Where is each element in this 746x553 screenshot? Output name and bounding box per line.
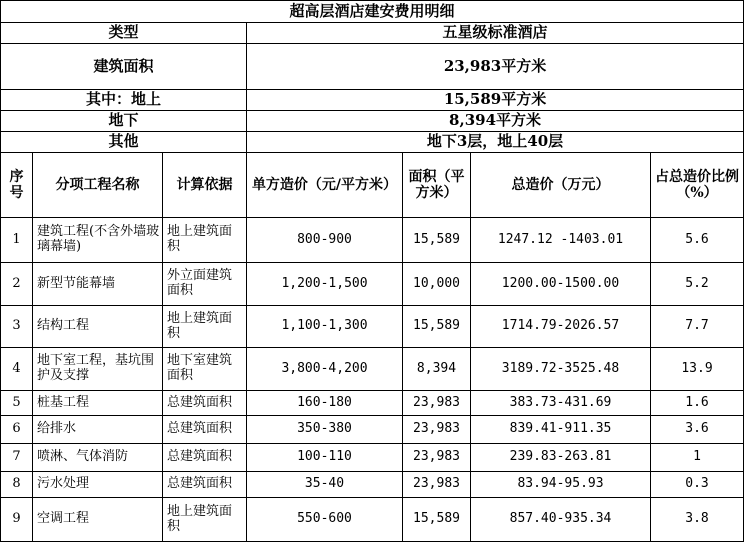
title-row	[1, 1, 744, 23]
row-basis: 总建筑面积	[163, 416, 247, 444]
row-ratio: 3.6	[651, 416, 744, 444]
row-no: 2	[1, 263, 33, 306]
row-basis: 地下室建筑面积	[163, 348, 247, 391]
summary-label: 其他	[1, 132, 247, 153]
col-header-total: 总造价（万元）	[471, 153, 651, 218]
row-area: 15,589	[403, 306, 471, 348]
row-area: 23,983	[403, 416, 471, 444]
row-basis: 地上建筑面积	[163, 218, 247, 263]
row-ratio: 13.9	[651, 348, 744, 391]
row-basis: 总建筑面积	[163, 472, 247, 498]
row-area: 23,983	[403, 472, 471, 498]
row-item-name: 喷淋、气体消防	[33, 444, 163, 472]
row-area: 8,394	[403, 348, 471, 391]
row-total: 83.94-95.93	[471, 472, 651, 498]
col-header-name: 分项工程名称	[33, 153, 163, 218]
row-item-name: 桩基工程	[33, 391, 163, 416]
row-basis: 外立面建筑面积	[163, 263, 247, 306]
row-total: 383.73-431.69	[471, 391, 651, 416]
row-no: 7	[1, 444, 33, 472]
row-item-name: 污水处理	[33, 472, 163, 498]
row-no: 8	[1, 472, 33, 498]
table-row	[1, 444, 744, 472]
row-area: 15,589	[403, 218, 471, 263]
col-header-basis: 计算依据	[163, 153, 247, 218]
summary-row	[1, 44, 744, 90]
row-no: 3	[1, 306, 33, 348]
row-total: 1247.12 -1403.01	[471, 218, 651, 263]
row-unit-price: 1,100-1,300	[247, 306, 403, 348]
row-ratio: 0.3	[651, 472, 744, 498]
summary-value: 地下3层，地上40层	[247, 132, 744, 153]
table-title: 超高层酒店建安费用明细	[1, 1, 744, 23]
row-item-name: 地下室工程，基坑围护及支撑	[33, 348, 163, 391]
row-unit-price: 350-380	[247, 416, 403, 444]
summary-value: 23,983平方米	[247, 44, 744, 90]
table-row	[1, 218, 744, 263]
row-unit-price: 3,800-4,200	[247, 348, 403, 391]
row-area: 15,589	[403, 498, 471, 542]
summary-label: 类型	[1, 23, 247, 44]
row-ratio: 5.2	[651, 263, 744, 306]
summary-value: 8,394平方米	[247, 111, 744, 132]
row-no: 6	[1, 416, 33, 444]
row-no: 9	[1, 498, 33, 542]
row-unit-price: 100-110	[247, 444, 403, 472]
row-item-name: 新型节能幕墙	[33, 263, 163, 306]
row-no: 1	[1, 218, 33, 263]
row-unit-price: 1,200-1,500	[247, 263, 403, 306]
row-basis: 总建筑面积	[163, 444, 247, 472]
row-unit-price: 35-40	[247, 472, 403, 498]
row-total: 1714.79-2026.57	[471, 306, 651, 348]
row-unit-price: 160-180	[247, 391, 403, 416]
table-row	[1, 263, 744, 306]
table-row	[1, 472, 744, 498]
row-basis: 地上建筑面积	[163, 498, 247, 542]
row-area: 23,983	[403, 444, 471, 472]
row-area: 10,000	[403, 263, 471, 306]
col-header-ratio: 占总造价比例（%）	[651, 153, 744, 218]
row-item-name: 结构工程	[33, 306, 163, 348]
summary-label: 建筑面积	[1, 44, 247, 90]
summary-row	[1, 90, 744, 111]
summary-row	[1, 132, 744, 153]
row-basis: 总建筑面积	[163, 391, 247, 416]
row-total: 857.40-935.34	[471, 498, 651, 542]
col-header-unit-price: 单方造价（元/平方米）	[247, 153, 403, 218]
row-item-name: 空调工程	[33, 498, 163, 542]
table-row	[1, 498, 744, 542]
col-header-no: 序号	[1, 153, 33, 218]
summary-row	[1, 23, 744, 44]
row-item-name: 给排水	[33, 416, 163, 444]
row-item-name: 建筑工程(不含外墙玻璃幕墙)	[33, 218, 163, 263]
row-basis: 地上建筑面积	[163, 306, 247, 348]
row-unit-price: 550-600	[247, 498, 403, 542]
table-row	[1, 416, 744, 444]
row-total: 3189.72-3525.48	[471, 348, 651, 391]
row-no: 5	[1, 391, 33, 416]
table-row	[1, 348, 744, 391]
row-total: 1200.00-1500.00	[471, 263, 651, 306]
row-ratio: 5.6	[651, 218, 744, 263]
column-header-row	[1, 153, 744, 218]
row-total: 239.83-263.81	[471, 444, 651, 472]
summary-label: 地下	[1, 111, 247, 132]
summary-label: 其中：地上	[1, 90, 247, 111]
row-ratio: 1	[651, 444, 744, 472]
row-no: 4	[1, 348, 33, 391]
col-header-area: 面积（平方米）	[403, 153, 471, 218]
row-ratio: 3.8	[651, 498, 744, 542]
row-ratio: 1.6	[651, 391, 744, 416]
table-row	[1, 306, 744, 348]
row-unit-price: 800-900	[247, 218, 403, 263]
row-area: 23,983	[403, 391, 471, 416]
table-row	[1, 391, 744, 416]
row-total: 839.41-911.35	[471, 416, 651, 444]
summary-value: 五星级标准酒店	[247, 23, 744, 44]
summary-value: 15,589平方米	[247, 90, 744, 111]
summary-row	[1, 111, 744, 132]
row-ratio: 7.7	[651, 306, 744, 348]
